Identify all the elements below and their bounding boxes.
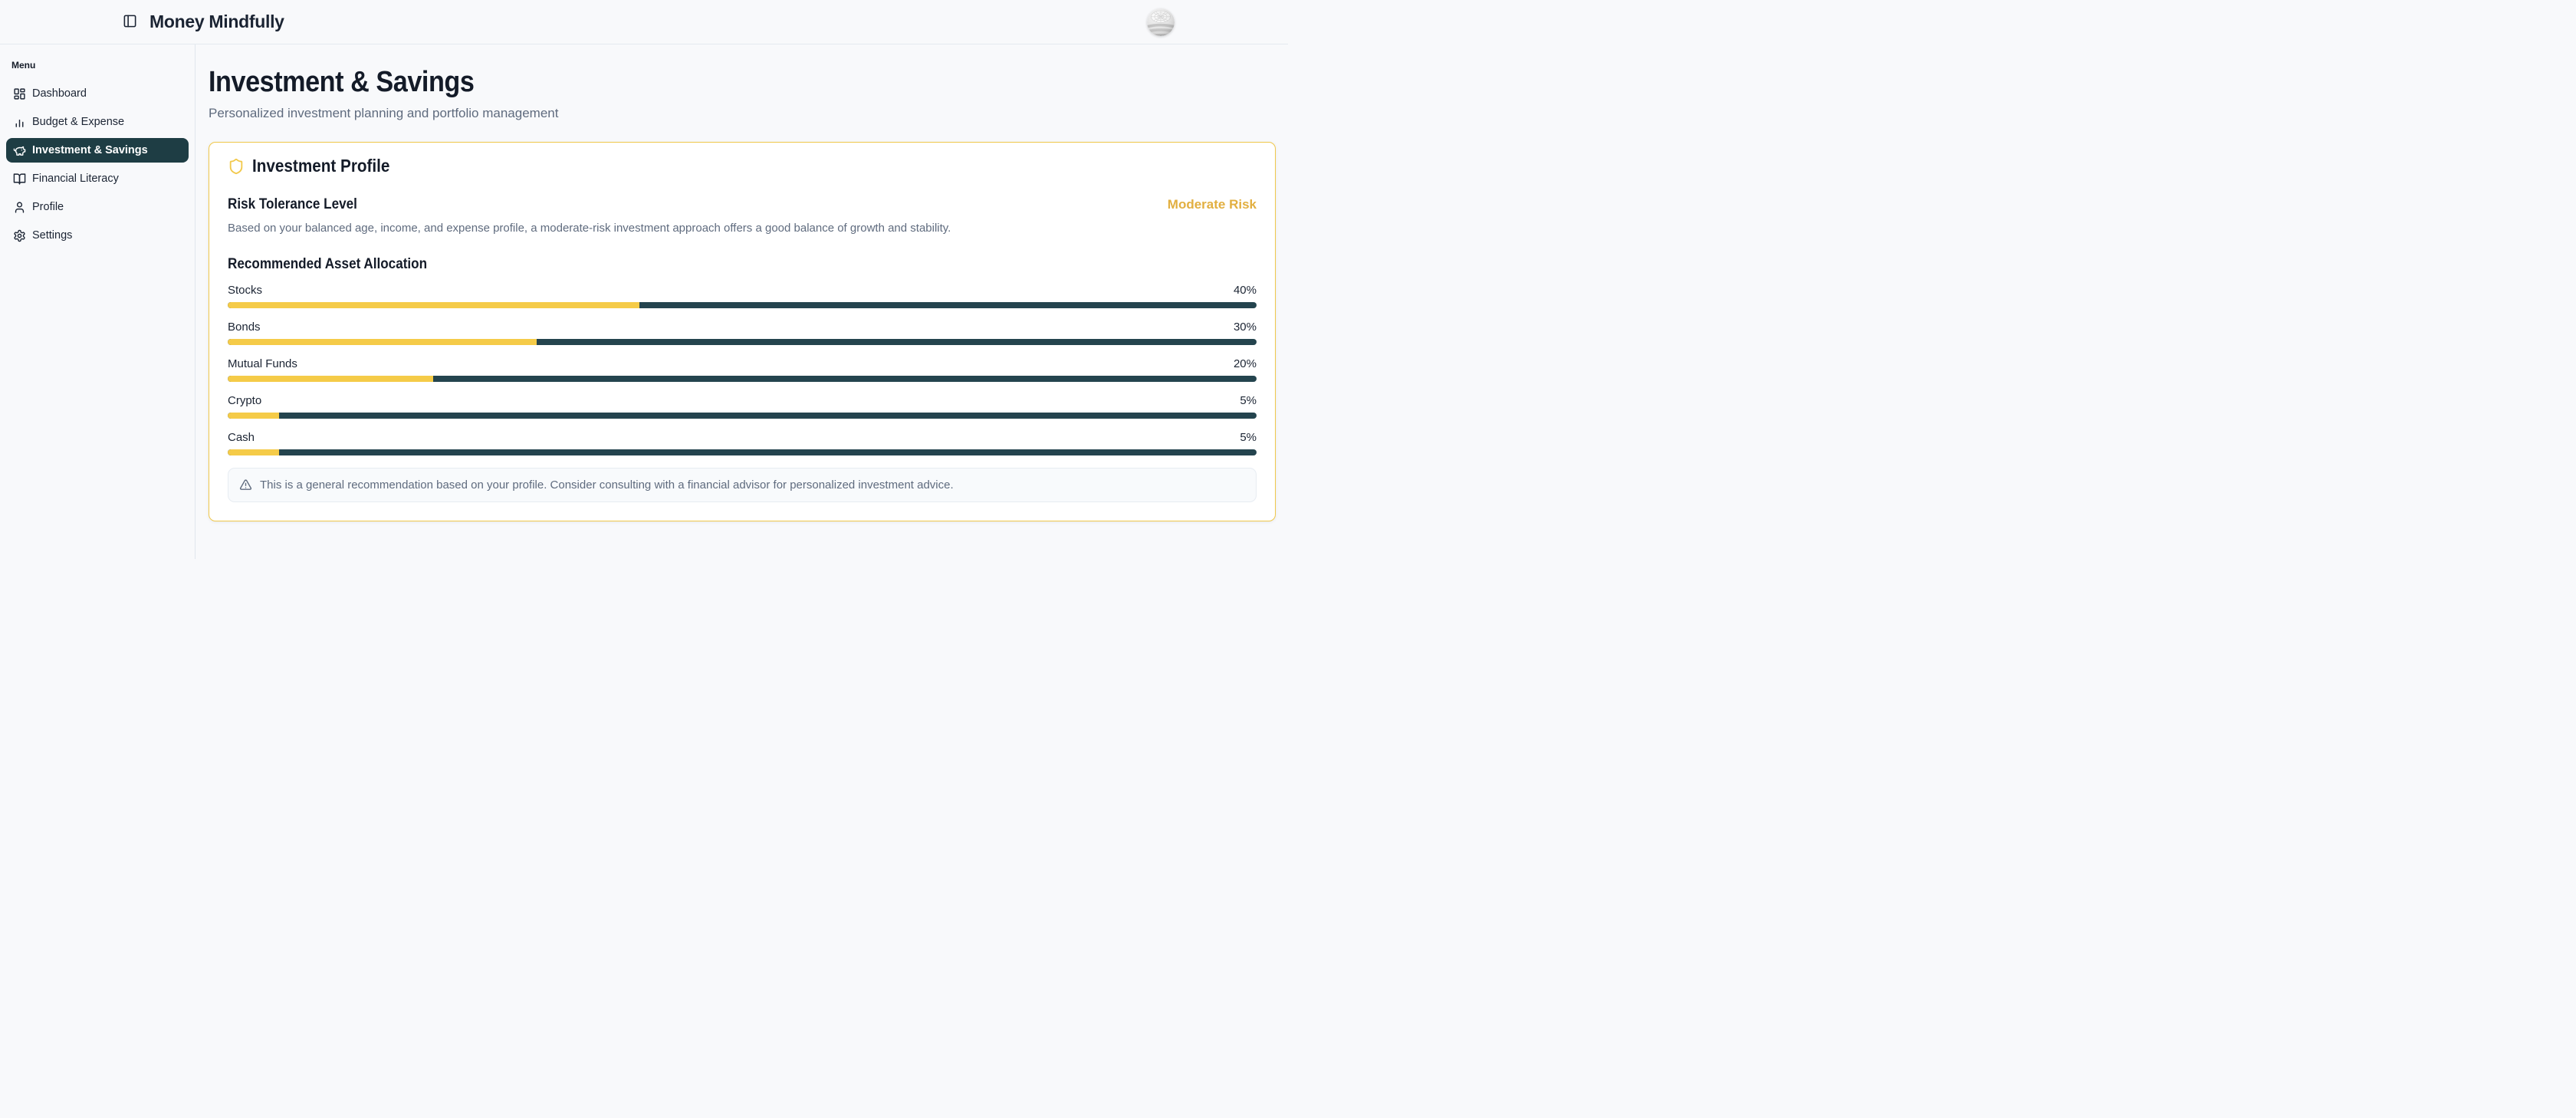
- piggy-bank-icon: [13, 144, 26, 157]
- allocation-bar-track: [228, 376, 1257, 382]
- card-title: Investment Profile: [252, 156, 390, 176]
- allocation-label: Stocks: [228, 284, 263, 297]
- bar-chart-icon: [13, 116, 26, 129]
- allocation-bar-fill: [228, 449, 279, 455]
- allocation-percent: 30%: [1233, 321, 1257, 334]
- allocation-bar-fill: [228, 339, 537, 345]
- allocation-percent: 40%: [1233, 284, 1257, 297]
- allocation-label: Mutual Funds: [228, 357, 297, 370]
- app-window: [0, 0, 1288, 559]
- allocation-row: [228, 431, 1257, 455]
- advisory-note: [228, 468, 1257, 502]
- risk-tolerance-heading: Risk Tolerance Level: [228, 196, 357, 212]
- risk-level-badge: Moderate Risk: [1167, 197, 1257, 212]
- sidebar-menu-label: Menu: [12, 60, 36, 71]
- warning-triangle-icon: [239, 478, 252, 492]
- allocation-row: [228, 357, 1257, 382]
- allocation-bar-track: [228, 302, 1257, 308]
- allocation-row: [228, 394, 1257, 419]
- page-title: Investment & Savings: [209, 66, 475, 98]
- page-subtitle: Personalized investment planning and portfolio management: [209, 106, 559, 120]
- card-title-row: [228, 156, 1257, 176]
- gear-icon: [13, 229, 26, 242]
- sidebar-item-profile[interactable]: Profile: [6, 195, 189, 219]
- sidebar-item-settings[interactable]: Settings: [6, 223, 189, 248]
- allocation-row: [228, 284, 1257, 308]
- allocation-percent: 5%: [1240, 431, 1257, 444]
- app-title: Money Mindfully: [150, 12, 284, 31]
- sidebar: [0, 44, 196, 559]
- allocation-percent: 20%: [1233, 357, 1257, 370]
- allocation-bar-track: [228, 413, 1257, 419]
- allocation-label: Bonds: [228, 321, 261, 334]
- dashboard-icon: [13, 87, 26, 100]
- top-header: [0, 0, 1288, 44]
- allocation-label: Crypto: [228, 394, 262, 407]
- book-open-icon: [13, 173, 26, 186]
- risk-description: Based on your balanced age, income, and expense profile, a moderate-risk investment approach offers a good balance of growth and stability.: [228, 222, 951, 235]
- allocation-row: [228, 321, 1257, 345]
- panel-left-icon: [123, 14, 137, 31]
- sidebar-item-financial-literacy[interactable]: Financial Literacy: [6, 166, 189, 191]
- sidebar-item-budget-expense[interactable]: Budget & Expense: [6, 110, 189, 134]
- allocation-heading: Recommended Asset Allocation: [228, 256, 428, 272]
- allocation-label: Cash: [228, 431, 255, 444]
- allocation-bar-fill: [228, 302, 639, 308]
- allocation-bar-fill: [228, 376, 433, 382]
- sidebar-item-dashboard[interactable]: Dashboard: [6, 81, 189, 106]
- allocation-bar-track: [228, 449, 1257, 455]
- sidebar-nav: [0, 81, 195, 248]
- shield-icon: [228, 158, 245, 175]
- user-icon: [13, 201, 26, 214]
- user-avatar[interactable]: [1147, 8, 1175, 36]
- allocation-percent: 5%: [1240, 394, 1257, 407]
- advisory-note-text: This is a general recommendation based on your profile. Consider consulting with a financial advisor for personalized investment advice.: [260, 478, 954, 492]
- main-content: [196, 44, 1288, 559]
- allocation-list: [228, 284, 1257, 455]
- allocation-bar-track: [228, 339, 1257, 345]
- allocation-bar-fill: [228, 413, 279, 419]
- sidebar-item-investment-savings[interactable]: Investment & Savings: [6, 138, 189, 163]
- sidebar-toggle-button[interactable]: [121, 14, 138, 31]
- risk-tolerance-row: [228, 196, 1257, 213]
- investment-profile-card: [209, 142, 1276, 521]
